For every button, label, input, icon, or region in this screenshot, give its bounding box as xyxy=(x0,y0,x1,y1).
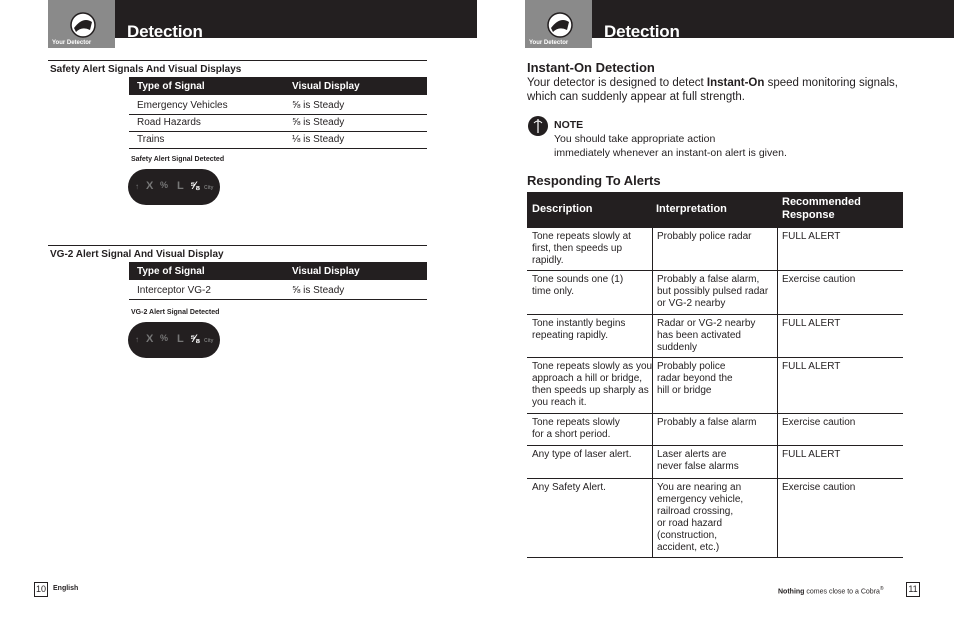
table-row xyxy=(527,479,903,558)
safety-display-illustration xyxy=(128,169,220,205)
interp-cell: Probably a false alarm xyxy=(657,417,757,428)
tab-caption: Your Detector xyxy=(529,40,569,46)
safety-heading: Safety Alert Signals And Visual Displays xyxy=(50,64,242,75)
table-row xyxy=(527,271,903,315)
page-title: Detection xyxy=(127,22,203,41)
resp-cell: FULL ALERT xyxy=(782,231,841,242)
column-divider xyxy=(777,228,778,558)
display-cell: ⅝ is Steady xyxy=(292,100,345,111)
col-display: Visual Display xyxy=(292,266,360,277)
detector-icon xyxy=(547,12,573,38)
col-signal: Type of Signal xyxy=(137,81,205,92)
section-rule xyxy=(48,60,427,61)
instant-on-text-a: Your detector is designed to detect xyxy=(527,77,707,89)
table-row xyxy=(129,97,427,115)
display-glyph: City xyxy=(204,338,214,344)
table-row xyxy=(129,114,427,132)
display-glyph: % xyxy=(160,180,169,190)
vg2-display-illustration xyxy=(128,322,220,358)
alerts-table-header xyxy=(527,192,903,228)
signal-cell: Interceptor VG-2 xyxy=(137,285,211,296)
vg2-caption: VG-2 Alert Signal Detected xyxy=(131,309,220,316)
display-cell: ⅛ is Steady xyxy=(292,134,345,145)
table-row xyxy=(527,414,903,446)
display-cell: ⅝ is Steady xyxy=(292,117,345,128)
display-glyph: ↑ xyxy=(135,335,139,344)
note-line: You should take appropriate action xyxy=(554,133,716,145)
resp-cell: Exercise caution xyxy=(782,274,856,285)
instant-on-text-c: speed monitoring signals, xyxy=(764,77,898,89)
note-text xyxy=(554,118,787,160)
desc-cell: Tone repeats slowly as you approach a hill or bridge, then speeds up sharply as you reach it. xyxy=(532,361,653,408)
safety-caption: Safety Alert Signal Detected xyxy=(131,156,225,163)
right-header-tab xyxy=(525,0,592,48)
instant-on-text-line2: which can suddenly appear at full strength. xyxy=(527,91,745,103)
page-title: Detection xyxy=(604,22,680,41)
instant-on-heading: Instant-On Detection xyxy=(527,60,655,75)
desc-cell: Tone instantly begins repeating rapidly. xyxy=(532,318,626,341)
desc-cell: Tone repeats slowly for a short period. xyxy=(532,417,620,440)
display-glyph: % xyxy=(160,333,169,343)
column-divider xyxy=(652,228,653,558)
table-row xyxy=(129,131,427,149)
desc-cell: Any type of laser alert. xyxy=(532,449,632,460)
table-row xyxy=(527,315,903,358)
display-glyph: ⅝ xyxy=(190,333,200,345)
page-number: 10 xyxy=(34,582,48,597)
col-response-line: Response xyxy=(782,209,835,221)
interp-cell: Probably police radar beyond the hill or bridge xyxy=(657,361,733,396)
interp-cell: Probably police radar xyxy=(657,231,752,242)
desc-cell: Tone repeats slowly at first, then speeds up rapidly. xyxy=(532,231,631,266)
resp-cell: Exercise caution xyxy=(782,482,856,493)
col-response xyxy=(782,196,861,222)
left-header-tab xyxy=(48,0,115,48)
footer-language: English xyxy=(53,585,79,592)
interp-cell: Radar or VG-2 nearby has been activated suddenly xyxy=(657,318,756,353)
display-glyph: ⅝ xyxy=(190,180,200,192)
tagline-bold: Nothing xyxy=(778,588,805,596)
instant-on-text xyxy=(527,76,907,104)
table-row xyxy=(527,228,903,271)
note-label: NOTE xyxy=(554,119,584,131)
signal-cell: Emergency Vehicles xyxy=(137,100,228,111)
col-signal: Type of Signal xyxy=(137,266,205,277)
col-response-line: Recommended xyxy=(782,196,861,208)
display-glyph: City xyxy=(204,185,214,191)
display-glyph: L xyxy=(177,333,184,345)
signal-cell: Road Hazards xyxy=(137,117,201,128)
table-row xyxy=(129,282,427,300)
display-cell: ⅝ is Steady xyxy=(292,285,345,296)
display-glyph: L xyxy=(177,180,184,192)
detector-icon xyxy=(70,12,96,38)
vg2-heading: VG-2 Alert Signal And Visual Display xyxy=(50,249,224,260)
display-glyph: X xyxy=(146,180,154,192)
interp-cell: Laser alerts are never false alarms xyxy=(657,449,739,472)
instant-on-term: Instant-On xyxy=(706,77,765,89)
tagline-rest: comes close to a Cobra xyxy=(804,588,880,596)
resp-cell: FULL ALERT xyxy=(782,361,841,372)
col-interpretation: Interpretation xyxy=(656,203,727,215)
vg2-table-header xyxy=(129,262,427,280)
safety-table-header xyxy=(129,77,427,95)
tab-caption: Your Detector xyxy=(52,40,92,46)
footer-tagline xyxy=(778,586,884,595)
resp-cell: FULL ALERT xyxy=(782,449,841,460)
resp-cell: FULL ALERT xyxy=(782,318,841,329)
table-row xyxy=(527,358,903,414)
section-rule xyxy=(48,245,427,246)
interp-cell: Probably a false alarm, but possibly pulsed radar or VG-2 nearby xyxy=(657,274,769,309)
table-row xyxy=(527,446,903,479)
note-line: immediately whenever an instant-on alert is given. xyxy=(554,147,787,159)
registered-mark: ® xyxy=(879,586,884,592)
resp-cell: Exercise caution xyxy=(782,417,856,428)
note-icon xyxy=(528,116,548,136)
signal-cell: Trains xyxy=(137,134,165,145)
desc-cell: Any Safety Alert. xyxy=(532,482,606,493)
page-number: 11 xyxy=(906,582,920,597)
responding-heading: Responding To Alerts xyxy=(527,173,661,188)
col-display: Visual Display xyxy=(292,81,360,92)
col-description: Description xyxy=(532,203,593,215)
display-glyph: ↑ xyxy=(135,182,139,191)
alerts-table xyxy=(527,192,903,558)
interp-cell: You are nearing an emergency vehicle, railroad crossing, or road hazard (construction, accident, etc.) xyxy=(657,482,744,553)
display-glyph: X xyxy=(146,333,154,345)
desc-cell: Tone sounds one (1) time only. xyxy=(532,274,624,297)
